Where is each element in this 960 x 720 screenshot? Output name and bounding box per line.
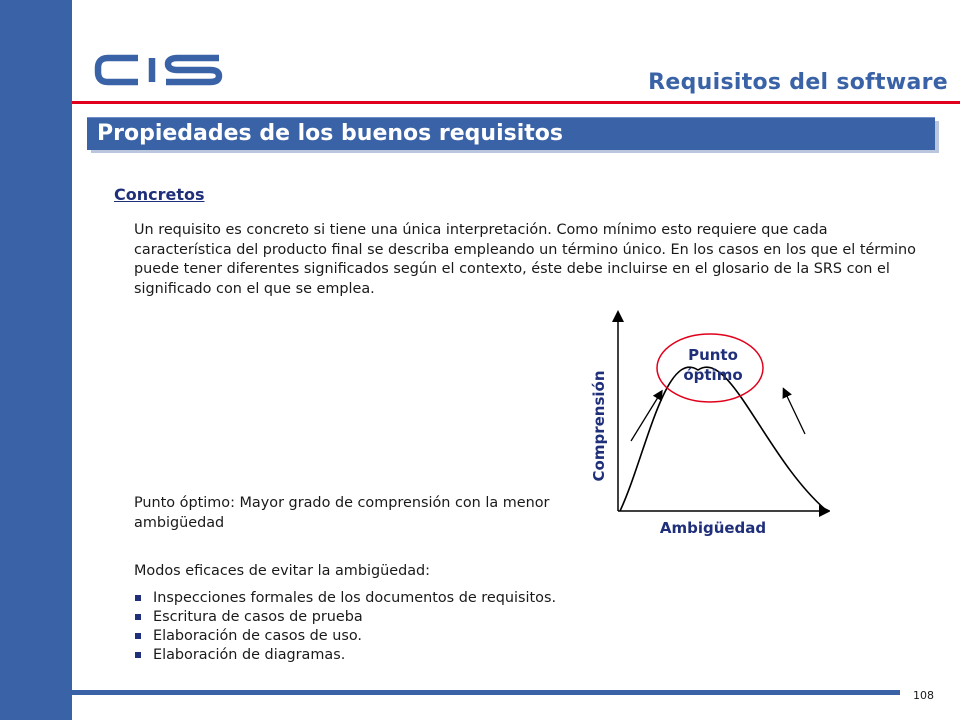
list-item-text: Escritura de casos de prueba xyxy=(153,609,363,625)
list-item-text: Elaboración de diagramas. xyxy=(153,647,346,663)
square-bullet-icon xyxy=(135,652,141,658)
footer-bar xyxy=(72,690,900,695)
square-bullet-icon xyxy=(135,595,141,601)
comprehension-ambiguity-diagram xyxy=(580,308,830,543)
square-bullet-icon xyxy=(135,633,141,639)
left-accent-bar xyxy=(0,0,72,720)
list-item xyxy=(134,646,556,665)
section-title: Propiedades de los buenos requisitos xyxy=(97,121,563,146)
optimal-point-label-line2: óptimo xyxy=(683,366,743,384)
definition-paragraph: Un requisito es concreto si tiene una única interpretación. Como mínimo esto requiere que cada característica del producto final se describa empleando un término único. En los casos en los que el término puede tener diferentes significados según el contexto, éste debe incluirse en el glosario de la SRS con el significado con el que se emplea. xyxy=(134,222,916,297)
cis-logo xyxy=(94,52,224,90)
section-banner xyxy=(87,117,935,150)
subheading-concretos: Concretos xyxy=(114,185,205,204)
comprehension-curve xyxy=(620,367,827,511)
modes-list xyxy=(134,589,556,665)
x-axis-label: Ambigüedad xyxy=(659,519,767,537)
list-item-text: Elaboración de casos de uso. xyxy=(153,628,362,644)
list-item xyxy=(134,627,556,646)
page-number: 108 xyxy=(913,689,934,702)
optimal-point-label-line1: Punto xyxy=(688,346,738,364)
list-item xyxy=(134,589,556,608)
modes-intro: Modos eficaces de evitar la ambigüedad: xyxy=(134,563,431,579)
y-axis-label: Comprensión xyxy=(590,370,608,482)
header-title: Requisitos del software xyxy=(648,70,948,95)
optimal-point-note: Punto óptimo: Mayor grado de comprensión con la menor ambigüedad xyxy=(134,495,550,531)
right-arrow xyxy=(785,392,805,434)
square-bullet-icon xyxy=(135,614,141,620)
header-divider xyxy=(72,101,960,104)
list-item-text: Inspecciones formales de los documentos de requisitos. xyxy=(153,590,557,606)
left-arrow xyxy=(631,394,660,441)
list-item xyxy=(134,608,556,627)
